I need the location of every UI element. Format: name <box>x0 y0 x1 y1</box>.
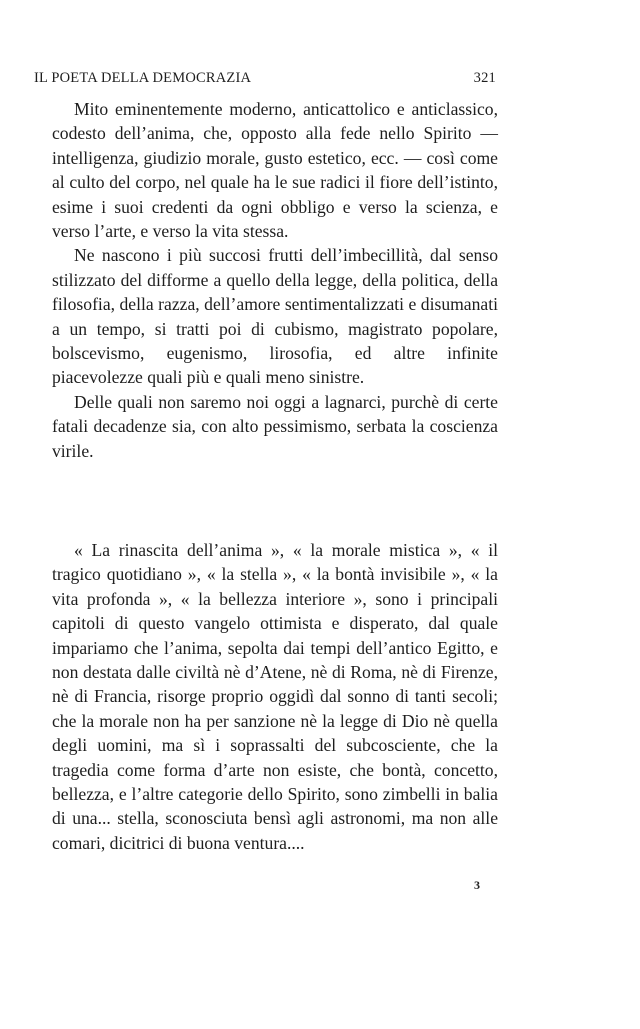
running-title: IL POETA DELLA DEMOCRAZIA <box>34 70 252 86</box>
text-section-2 <box>52 538 498 855</box>
text-section-1 <box>52 97 498 463</box>
paragraph: Mito eminentemente moderno, anticattolico e anticlassico, codesto dell’anima, che, opposto alla fede nello Spirito — intelligenza, giudizio morale, gusto estetico, ecc. — così come al culto del corpo, nel quale ha le sue radici il fiore dell’istinto, esime i suoi credenti da ogni obbligo e verso la scienza, e verso l’arte, e verso la vita stessa. <box>52 99 498 242</box>
paragraph: Ne nascono i più succosi frutti dell’imbecillità, dal senso stilizzato del difforme a quello della legge, della politica, della filosofia, della razza, dell’amore sentimentalizzati e disumanati a un tempo, si tratti poi di cubismo, magistrato popolare, bolscevismo, eugenismo, lirosofia, ed altre infinite piacevolezze quali più e quali meno sinistre. <box>52 245 498 388</box>
paragraph: Delle quali non saremo noi oggi a lagnarci, purchè di certe fatali decadenze sia, con alto pessimismo, serbata la coscienza virile. <box>52 391 498 461</box>
page-number: 321 <box>473 70 496 86</box>
signature-mark: 3 <box>474 878 480 892</box>
running-head <box>34 70 496 92</box>
paragraph: « La rinascita dell’anima », « la morale mistica », « il tragico quotidiano », « la stella », « la bontà invisibile », « la vita profonda », « la bellezza interiore », sono i principali capitoli di questo vangelo ottimista e disperato, dal quale impariamo che l’anima, sepolta dai tempi dell’antico Egitto, e non destata dalle civiltà nè d’Atene, nè di Roma, nè di Firenze, nè di Francia, risorge proprio oggidì dal sonno di tanti secoli; che la morale non ha per sanzione nè la legge di Dio nè quella degli uomini, ma sì i soprassalti del subcosciente, che la tragedia come forma d’arte non esiste, che bontà, concetto, bellezza, e l’altre categorie dello Spirito, sono zimbelli in balia di una... stella, sconosciuta bensì agli astronomi, ma non alle comari, dicitrici di buona ventura.... <box>52 540 498 853</box>
